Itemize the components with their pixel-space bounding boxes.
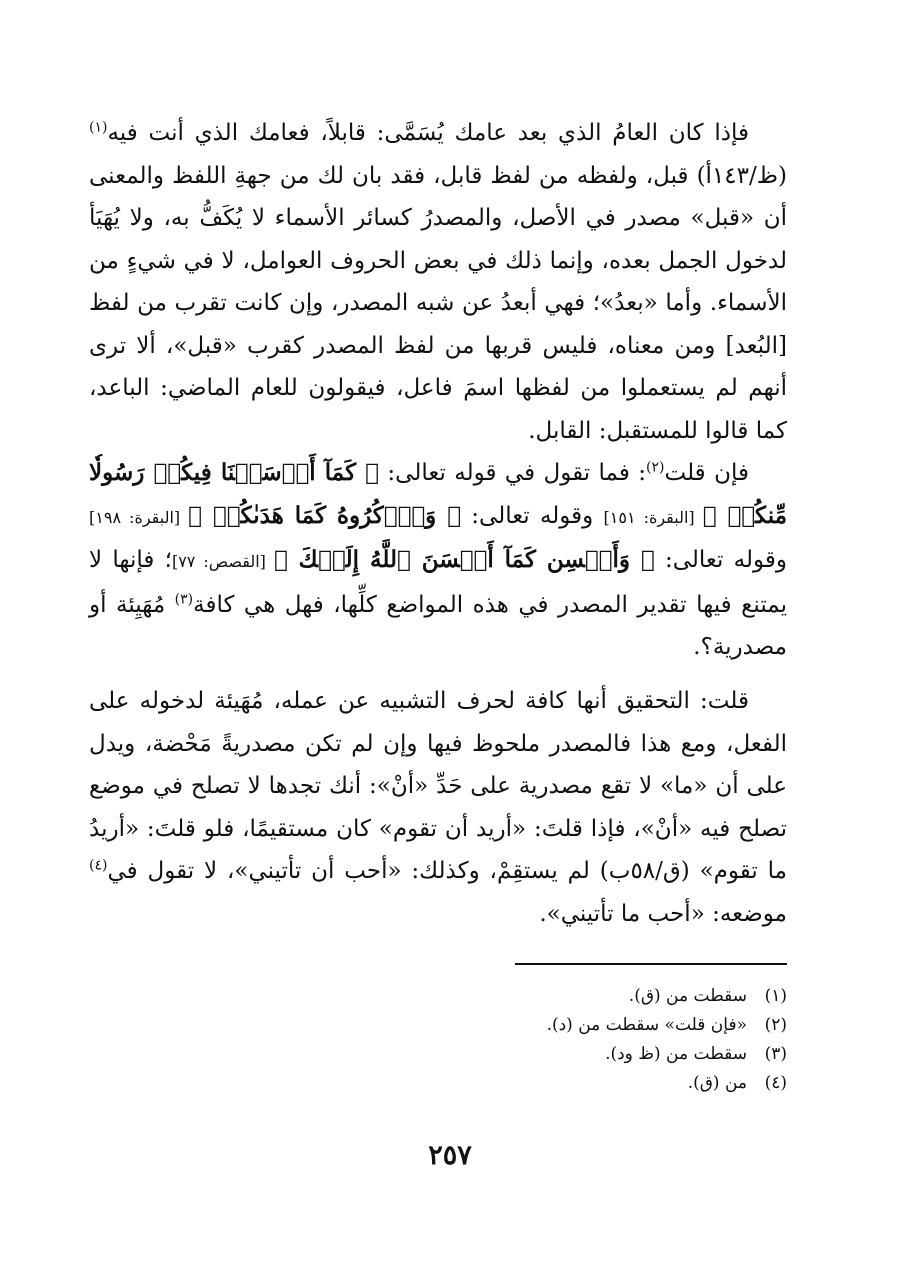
- footnote-text: من (ق).: [687, 1073, 747, 1093]
- footnote-marker-2: (٢): [646, 459, 665, 476]
- paragraph-2-text-b: : فما تقول في قوله تعالى:: [378, 460, 647, 486]
- verse-reference-1: [البقرة: ١٥١]: [603, 507, 703, 527]
- footnote-number: (٢): [764, 1015, 787, 1035]
- footnote-text: «فإن قلت» سقطت من (د).: [546, 1015, 747, 1035]
- footnote-number: (٣): [764, 1044, 787, 1064]
- paragraph-2-text-f: مُهَيِئة أو مصدرية؟.: [89, 591, 787, 660]
- footnote-marker-1: (١): [89, 119, 108, 136]
- footnote-item: [187, 1040, 787, 1069]
- verse-reference-3: [القصص: ٧٧]: [171, 552, 274, 571]
- footnote-text: سقطت من (ظ ود).: [605, 1044, 747, 1064]
- footnote-separator: [515, 963, 787, 965]
- paragraph-3-text-a: قلت: التحقيق أنها كافة لحرف التشبيه عن عمله، مُهَيئة لدخوله على الفعل، ومع هذا فالمصدر ملحوظ فيها وإن لم تكن مصدريةً مَحْضة، ويدل على أن «ما» لا تقع مصدرية على حَدِّ «أنْ»: أنك تجدها لا تصلح في موضع تصلح فيه «أنْ»، فإذا قلتَ: «أريد أن تقوم» كان مستقيمًا، فلو قلتَ: «أريدُ ما تقوم» (ق/٥٨ب) لم يستقِمْ، وكذلك: «أحب أن تأتيني»، لا تقول في: [89, 688, 787, 884]
- paragraph-2-text-d: وقوله تعالى:: [654, 547, 787, 573]
- paragraph-1-text-a: فإذا كان العامُ الذي بعد عامك يُسَمَّى: قابلاً، فعامك الذي أنت فيه: [107, 120, 749, 146]
- paragraph-1: [89, 112, 787, 452]
- footnote-item: [187, 1011, 787, 1040]
- quran-verse-2: ﴿ وَٱذۡكُرُوهُ كَمَا هَدَىٰكُمۡ ﴾: [188, 501, 462, 529]
- paragraph-3-text-b: موضعه: «أحب ما تأتيني».: [539, 900, 787, 927]
- paragraph-2-text-e: ؛ فإنها لا يمتنع فيها تقدير المصدر في هذه المواضع كلِّها، فهل هي كافة: [89, 547, 787, 618]
- paragraph-2: [89, 452, 787, 669]
- verse-reference-2: [البقرة: ١٩٨]: [89, 507, 189, 527]
- footnotes-list: [187, 982, 787, 1098]
- footnote-text: سقطت من (ق).: [628, 986, 747, 1006]
- footnote-marker-4: (٤): [89, 857, 108, 874]
- paragraph-2-text-c: وقوله تعالى:: [461, 502, 604, 529]
- footnote-item: [187, 982, 787, 1011]
- footnote-marker-3: (٣): [174, 590, 194, 607]
- quran-verse-3: ﴿ وَأَحۡسِن كَمَآ أَحۡسَنَ ٱللَّهُ إِلَيۡكَ ﴾: [273, 546, 655, 573]
- paragraph-2-text-a: فإن قلت: [664, 460, 749, 486]
- quran-verse-1: ﴿ كَمَآ أَرۡسَلۡنَا فِيكُمۡ رَسُولٗا مِّنكُمۡ ﴾: [89, 459, 788, 529]
- footnote-number: (١): [764, 986, 787, 1006]
- paragraph-1-text-b: (ظ/١٤٣أ) قبل، ولفظه من لفظ قابل، فقد بان لك من جهةِ اللفظ والمعنى أن «قبل» مصدر في الأصل، والمصدرُ كسائر الأسماء لا يُكَفُّ به، ولا يُهَيَأ لدخول الجمل بعده، وإنما ذلك في بعض الحروف العوامل، لا في شيءٍ من الأسماء. وأما «بعدُ»؛ فهي أبعدُ عن شبه المصدر، وإن كانت تقرب من لفظ [البُعد] ومن معناه، فليس قربها من لفظ المصدر كقرب «قبل»، ألا ترى أنهم لم يستعملوا من لفظها اسمَ فاعل، فيقولون للعام الماضي: الباعد، كما قالوا للمستقبل: القابل.: [89, 162, 787, 444]
- footnote-number: (٤): [764, 1073, 787, 1093]
- page-number: ٢٥٧: [428, 1140, 472, 1171]
- footnote-item: [187, 1069, 787, 1098]
- paragraph-3: [89, 680, 787, 935]
